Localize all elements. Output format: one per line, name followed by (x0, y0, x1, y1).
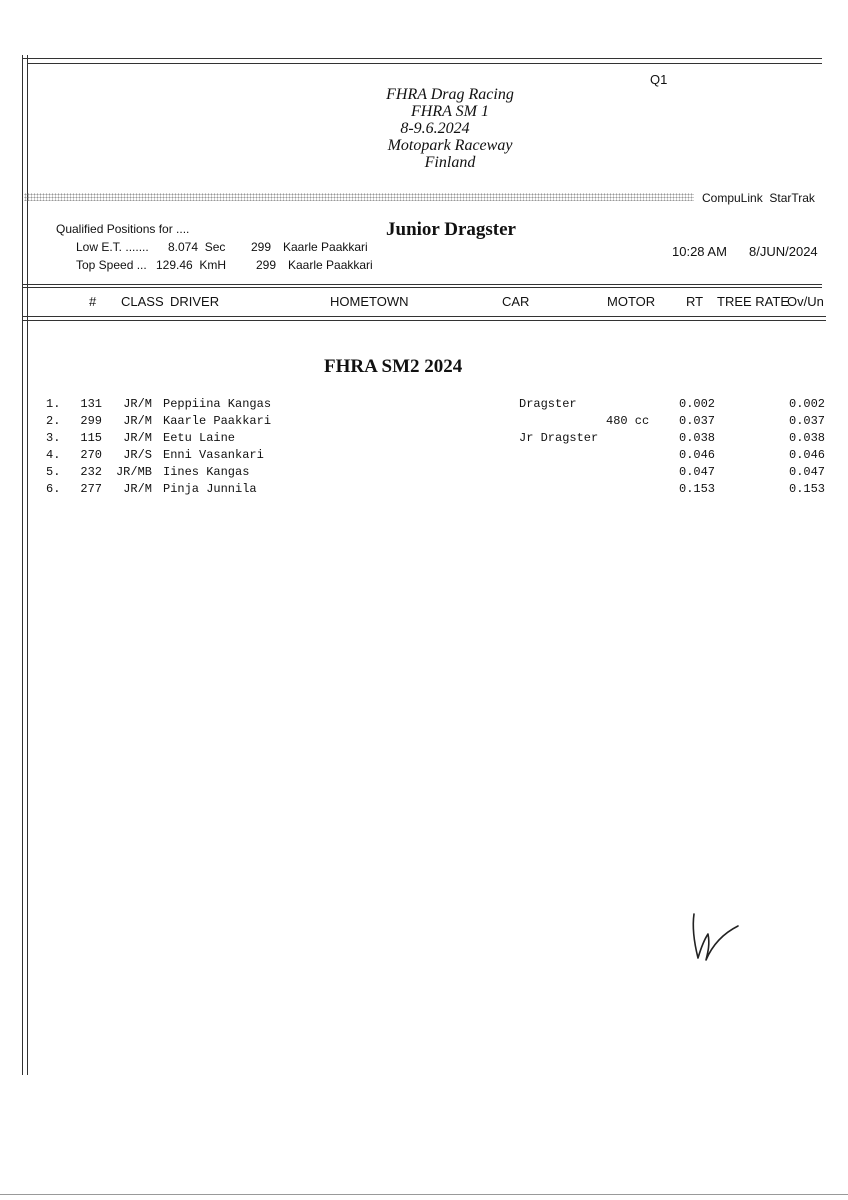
row-class: JR/M (123, 431, 152, 445)
row-car-number: 299 (80, 414, 102, 428)
row-ovun: 0.153 (789, 482, 826, 496)
row-driver: Iines Kangas (163, 465, 250, 479)
column-ovun: Ov/Un (787, 294, 824, 309)
row-car: Dragster (519, 397, 577, 411)
stipple-band (24, 193, 694, 201)
top-border-2 (27, 63, 822, 64)
top-speed-value: 129.46 KmH (156, 258, 227, 272)
row-position: 1. (46, 397, 61, 411)
table-row (0, 431, 848, 448)
row-class: JR/M (123, 482, 152, 496)
table-row (0, 414, 848, 431)
table-row (0, 465, 848, 482)
bottom-edge (0, 1194, 848, 1195)
header-rule-top (22, 284, 822, 285)
event-header-line-2: FHRA SM 1 (411, 103, 489, 120)
row-ovun: 0.038 (789, 431, 826, 445)
qualified-label: Qualified Positions for .... (56, 222, 190, 236)
top-speed-driver: Kaarle Paakkari (288, 258, 373, 272)
row-car-number: 115 (80, 431, 102, 445)
header-rule-bottom-2 (22, 320, 826, 321)
row-ovun: 0.037 (789, 414, 826, 428)
row-rt: 0.037 (679, 414, 716, 428)
signature-mark (688, 908, 758, 968)
row-position: 5. (46, 465, 61, 479)
row-ovun: 0.002 (789, 397, 826, 411)
report-date: 8/JUN/2024 (749, 244, 818, 259)
header-rule-bottom (22, 316, 826, 317)
row-class: JR/MB (115, 465, 152, 479)
row-driver: Pinja Junnila (163, 482, 257, 496)
row-driver: Peppiina Kangas (163, 397, 272, 411)
row-class: JR/S (123, 448, 152, 462)
row-car-number: 232 (80, 465, 102, 479)
event-header-line-4: Motopark Raceway (387, 137, 513, 154)
top-speed-label: Top Speed ... (76, 258, 147, 272)
system-name: CompuLink StarTrak (702, 191, 815, 205)
table-row (0, 397, 848, 414)
row-rt: 0.038 (679, 431, 716, 445)
table-row (0, 482, 848, 499)
event-header-line-5: Finland (424, 154, 476, 171)
column-rt: RT (686, 294, 704, 309)
low-et-car-number: 299 (251, 240, 272, 254)
table-row (0, 448, 848, 465)
low-et-driver: Kaarle Paakkari (283, 240, 368, 254)
left-border-outer (22, 55, 23, 1075)
event-header-line-3: 8-9.6.2024 (400, 120, 470, 137)
row-position: 4. (46, 448, 61, 462)
row-car-number: 277 (80, 482, 102, 496)
header-rule-top-2 (22, 287, 822, 288)
row-car-number: 131 (80, 397, 102, 411)
row-driver: Eetu Laine (163, 431, 236, 445)
column-hometown: HOMETOWN (330, 294, 409, 309)
row-rt: 0.153 (679, 482, 716, 496)
left-border-inner (27, 55, 28, 1075)
report-time: 10:28 AM (672, 244, 727, 259)
row-driver: Enni Vasankari (163, 448, 264, 462)
section-title: FHRA SM2 2024 (324, 356, 463, 377)
row-ovun: 0.047 (789, 465, 826, 479)
row-motor: 480 cc (606, 414, 650, 428)
column-class: CLASS (121, 294, 164, 309)
top-border (22, 58, 822, 59)
column-driver: DRIVER (170, 294, 220, 309)
row-rt: 0.047 (679, 465, 716, 479)
row-position: 6. (46, 482, 61, 496)
row-class: JR/M (123, 414, 152, 428)
row-position: 2. (46, 414, 61, 428)
class-title: Junior Dragster (386, 219, 516, 240)
row-driver: Kaarle Paakkari (163, 414, 272, 428)
low-et-label: Low E.T. ....... (76, 240, 149, 254)
top-speed-car-number: 299 (256, 258, 277, 272)
row-rt: 0.046 (679, 448, 716, 462)
column-motor: MOTOR (607, 294, 656, 309)
event-header-line-1: FHRA Drag Racing (386, 86, 514, 103)
column-tree-rate: TREE RATE (717, 294, 789, 309)
page-code: Q1 (650, 72, 668, 87)
low-et-value: 8.074 Sec (168, 240, 226, 254)
column-car: CAR (502, 294, 530, 309)
row-rt: 0.002 (679, 397, 716, 411)
row-class: JR/M (123, 397, 152, 411)
row-car-number: 270 (80, 448, 102, 462)
column-number: # (89, 294, 97, 309)
row-position: 3. (46, 431, 61, 445)
row-ovun: 0.046 (789, 448, 826, 462)
row-car: Jr Dragster (519, 431, 599, 445)
